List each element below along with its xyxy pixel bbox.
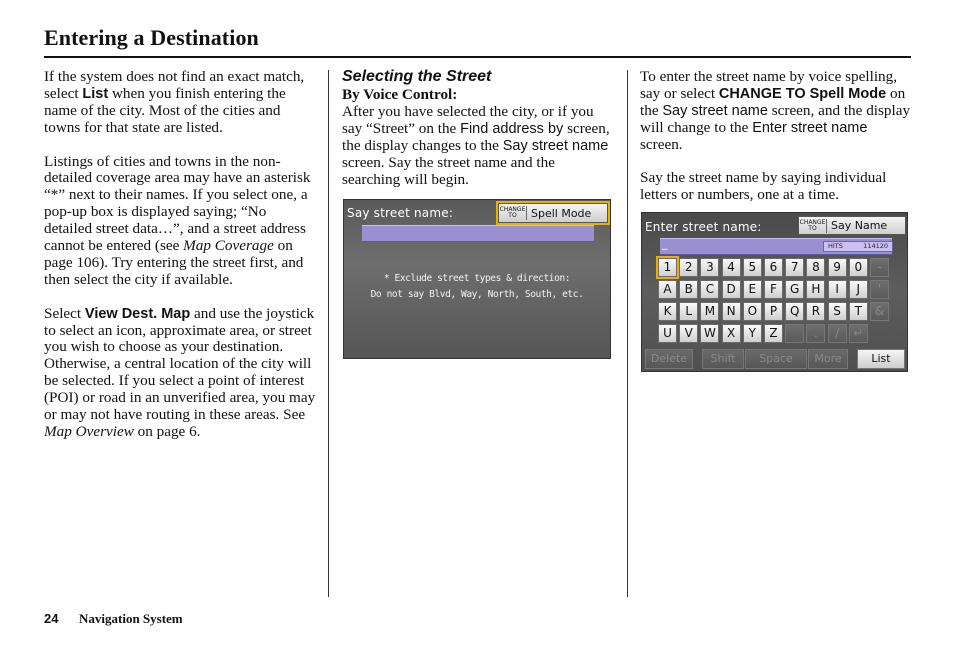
- screen-title: Enter street name:: [645, 220, 762, 234]
- key-4[interactable]: 4: [722, 258, 741, 277]
- key-W[interactable]: W: [700, 324, 719, 343]
- paragraph-voice-control: After you have selected the city, or if you say “Street” on the Find address by screen, the display changes to the Say street name screen. Say the street name and the searching will begin.: [342, 102, 610, 188]
- title-rule: [44, 56, 911, 58]
- key-P[interactable]: P: [764, 302, 783, 321]
- key-0[interactable]: 0: [849, 258, 868, 277]
- key-N[interactable]: N: [722, 302, 741, 321]
- change-to-say-name-button[interactable]: CHANGE TO Say Name: [798, 216, 906, 235]
- footer-label: Navigation System: [79, 611, 183, 626]
- paragraph-spelling: Say the street name by saying individual letters or numbers, one at a time.: [640, 169, 887, 204]
- key-D[interactable]: D: [722, 280, 741, 299]
- key-3[interactable]: 3: [700, 258, 719, 277]
- key-S[interactable]: S: [828, 302, 847, 321]
- key-↵[interactable]: ↵: [849, 324, 868, 343]
- key-'[interactable]: ': [870, 280, 889, 299]
- cursor: _: [662, 237, 668, 250]
- section-subheading: Selecting the Street: [342, 68, 492, 85]
- key-U[interactable]: U: [658, 324, 677, 343]
- paragraph-coverage: Listings of cities and towns in the non-detailed coverage area may have an asterisk “*” next to their names. If you select one, a pop-up box is displayed saying; “No detailed street data…”, and a street address cannot be entered (see Map Coverage on page 106). Try entering the street first, and then select the city if available.: [44, 152, 311, 288]
- key-E[interactable]: E: [743, 280, 762, 299]
- change-to-spell-mode-button[interactable]: CHANGE TO Spell Mode: [498, 203, 608, 223]
- key-H[interactable]: H: [806, 280, 825, 299]
- key-R[interactable]: R: [806, 302, 825, 321]
- paragraph-list-note: If the system does not find an exact match, select List when you finish entering the name of the city. Most of the cities and towns for that state are listed.: [44, 68, 305, 136]
- key-Z[interactable]: Z: [764, 324, 783, 343]
- key-K[interactable]: K: [658, 302, 677, 321]
- key-T[interactable]: T: [849, 302, 868, 321]
- key-B[interactable]: B: [679, 280, 698, 299]
- screen-title: Say street name:: [347, 206, 454, 220]
- key-&[interactable]: &: [870, 302, 889, 321]
- map-overview-ref: Map Overview: [44, 423, 134, 440]
- map-coverage-ref: Map Coverage: [183, 237, 274, 255]
- key-L[interactable]: L: [679, 302, 698, 321]
- key-9[interactable]: 9: [828, 258, 847, 277]
- key-Q[interactable]: Q: [785, 302, 804, 321]
- find-address-term: Find address by: [460, 120, 564, 137]
- key-X[interactable]: X: [722, 324, 741, 343]
- page-number: 24: [44, 611, 59, 626]
- exclude-note-line2: Do not say Blvd, Way, North, South, etc.: [370, 289, 584, 300]
- key-8[interactable]: 8: [806, 258, 825, 277]
- key-M[interactable]: M: [700, 302, 719, 321]
- key-I[interactable]: I: [828, 280, 847, 299]
- enter-street-name-term: Enter street name: [752, 119, 868, 136]
- say-street-name-screenshot: [343, 199, 611, 359]
- paragraph-view-dest: Select View Dest. Map and use the joystick to select an icon, approximate area, or street you wish to choose as your destination. Otherwise, a central location of the city will be selected. If you select a point of interest (POI) or road in an unverified area, you may or may not have routing in these areas. See Map Overview on page 6.: [44, 304, 316, 440]
- key-5[interactable]: 5: [743, 258, 762, 277]
- change-to-spell-mode-term: CHANGE TO Spell Mode: [718, 85, 887, 102]
- key-7[interactable]: 7: [785, 258, 804, 277]
- view-dest-map-term: View Dest. Map: [84, 305, 191, 322]
- list-button[interactable]: List: [857, 349, 905, 369]
- key-/[interactable]: /: [828, 324, 847, 343]
- key-.[interactable]: .: [806, 324, 825, 343]
- column-divider-2: [627, 70, 628, 597]
- key-1[interactable]: 1: [658, 258, 677, 277]
- column-3: [640, 69, 912, 221]
- say-street-name-term: Say street name: [662, 102, 768, 119]
- key-G[interactable]: G: [785, 280, 804, 299]
- key-A[interactable]: A: [658, 280, 677, 299]
- column-2: [342, 67, 614, 188]
- key--[interactable]: -: [870, 258, 889, 277]
- key-O[interactable]: O: [743, 302, 762, 321]
- key-C[interactable]: C: [700, 280, 719, 299]
- list-term: List: [82, 85, 109, 102]
- key-V[interactable]: V: [679, 324, 698, 343]
- column-1: [44, 69, 318, 458]
- by-voice-heading: By Voice Control:: [342, 86, 458, 103]
- hits-counter: HITS 114120: [823, 241, 893, 252]
- more-button[interactable]: More: [808, 349, 848, 369]
- key-blank[interactable]: [785, 324, 804, 343]
- space-button[interactable]: Space: [745, 349, 807, 369]
- page-title: Entering a Destination: [44, 25, 259, 50]
- shift-button[interactable]: Shift: [702, 349, 744, 369]
- column-divider-1: [328, 70, 329, 597]
- key-2[interactable]: 2: [679, 258, 698, 277]
- enter-street-name-screenshot: [641, 212, 908, 372]
- say-street-name-term: Say street name: [502, 137, 609, 154]
- exclude-note-line1: * Exclude street types & direction:: [383, 273, 571, 284]
- key-J[interactable]: J: [849, 280, 868, 299]
- key-Y[interactable]: Y: [743, 324, 762, 343]
- delete-button[interactable]: Delete: [645, 349, 693, 369]
- street-name-field: [362, 225, 594, 242]
- paragraph-spell-mode: To enter the street name by voice spelling, say or select CHANGE TO Spell Mode on the Say street name screen, and the display will change to the Enter street name screen.: [640, 68, 911, 153]
- key-F[interactable]: F: [764, 280, 783, 299]
- key-6[interactable]: 6: [764, 258, 783, 277]
